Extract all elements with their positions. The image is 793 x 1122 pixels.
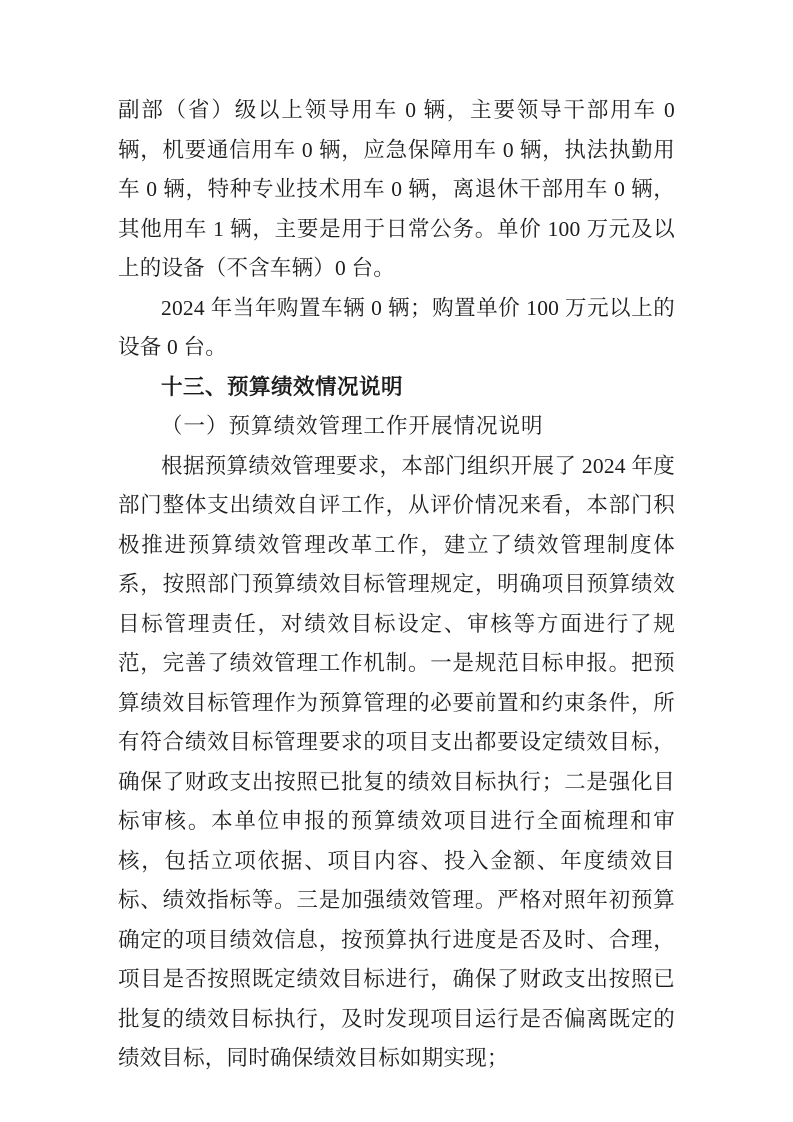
paragraph-2024-purchases: 2024 年当年购置车辆 0 辆；购置单价 100 万元以上的设备 0 台。 xyxy=(118,295,675,359)
paragraph-performance-management: 根据预算绩效管理要求，本部门组织开展了 2024 年度部门整体支出绩效自评工作，从评价情况来看，本部门积极推进预算绩效管理改革工作，建立了绩效管理制度体系，按照部门预算绩效目标管理规定，明确项目预算绩效目标管理责任，对绩效目标设定、审核等方面进行了规范，完善了绩效管理工作机制。一是规范目标申报。把预算绩效目标管理作为预算管理的必要前置和约束条件，所有符合绩效目标管理要求的项目支出都要设定绩效目标，确保了财政支出按照已批复的绩效目标执行；二是强化目标审核。本单位申报的预算绩效项目进行全面梳理和审核，包括立项依据、项目内容、投入金额、年度绩效目标、绩效指标等。三是加强绩效管理。严格对照年初预算确定的项目绩效信息，按预算执行进度是否及时、合理，项目是否按照既定绩效目标进行，确保了财政支出按照已批复的绩效目标执行，及时发现项目运行是否偏离既定的绩效目标，同时确保绩效目标如期实现； xyxy=(118,453,675,1070)
subsection-heading-13-1: （一）预算绩效管理工作开展情况说明 xyxy=(161,414,544,438)
section-heading-13: 十三、预算绩效情况说明 xyxy=(161,374,404,399)
paragraph-vehicle-details: 副部（省）级以上领导用车 0 辆，主要领导干部用车 0 辆，机要通信用车 0 辆，应急保障用车 0 辆，执法执勤用车 0 辆，特种专业技术用车 0 辆，离退休干部用车 0 辆，其他用车 1 辆，主要是用于日常公务。单价 100 万元及以上的设备（不含车辆）0 台。 xyxy=(118,98,675,280)
document-text-block xyxy=(118,91,675,1079)
